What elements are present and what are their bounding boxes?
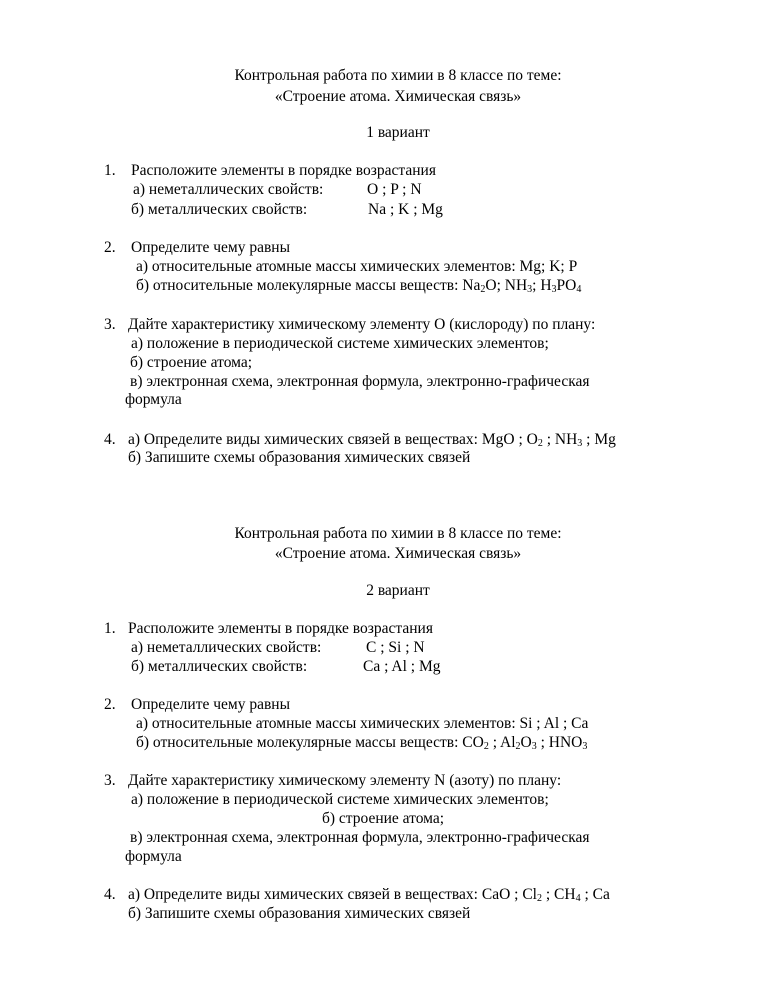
v1-q2-a: а) относительные атомные массы химических элементов: Mg; K; P (136, 258, 578, 275)
v1-q1-number: 1. (104, 162, 116, 179)
v1-q1-a-label: а) неметаллических свойств: (133, 181, 324, 198)
v1-q2-formula-nh3: $NH_3$; (504, 277, 537, 295)
v2-q1-b-label: б) металлических свойств: (131, 658, 308, 675)
v1-q2-b (136, 277, 581, 295)
v1-q3-c: в) электронная схема, электронная формула, электронно-графическая (130, 373, 590, 390)
v2-q3-number: 3. (104, 772, 116, 789)
v2-variant-heading: 2 вариант (366, 582, 430, 599)
v1-title-line1: Контрольная работа по химии в 8 классе по теме: (234, 67, 562, 84)
v2-q3-c-cont: формула (125, 848, 182, 865)
v2-q4-a: а) Определите виды химических связей в веществах: CaO ; $Cl_2$ ; $CH_4$ ; Ca (128, 886, 610, 904)
v1-variant-heading: 1 вариант (366, 124, 430, 141)
v1-q3-number: 3. (104, 316, 116, 333)
v2-title-line1: Контрольная работа по химии в 8 классе по теме: (234, 525, 562, 542)
v1-q1-b-value: Na ; K ; Mg (368, 201, 443, 218)
v1-q2-b-prefix: б) относительные молекулярные массы веществ: (136, 277, 459, 294)
v2-q3-b: б) строение атома; (322, 810, 445, 827)
v2-q2-number: 2. (104, 696, 116, 713)
v1-q4-b: б) Запишите схемы образования химических связей (128, 449, 471, 466)
v2-q3-a: а) положение в периодической системе химических элементов; (131, 791, 549, 808)
v1-q4-a: а) Определите виды химических связей в веществах: MgO ; $O_2$ ; $NH_3$ ; Mg (128, 431, 616, 449)
v2-q3-text: Дайте характеристику химическому элементу N (азоту) по плану: (128, 772, 562, 789)
v1-q2-formula-na2o: $Na_2O$; (462, 277, 501, 295)
v1-q1-b-label: б) металлических свойств: (131, 201, 308, 218)
v1-title-line2: «Строение атома. Химическая связь» (274, 88, 522, 105)
v1-q2-formula-h3po4: $H_3PO_4$ (540, 277, 582, 295)
v2-q1-text: Расположите элементы в порядке возрастания (128, 620, 433, 637)
v1-q3-c-cont: формула (125, 391, 182, 408)
v2-title-line2: «Строение атома. Химическая связь» (274, 545, 522, 562)
v2-q2-b: б) относительные молекулярные массы веществ: $CO_2$ ; $Al_2O_3$ ; $HNO_3$ (136, 734, 588, 752)
v2-q1-a-value: C ; Si ; N (366, 639, 425, 656)
v1-q3-text: Дайте характеристику химическому элементу О (кислороду) по плану: (128, 316, 596, 333)
v2-q2-text: Определите чему равны (131, 696, 291, 713)
v1-q1-a-value: O ; P ; N (367, 181, 422, 198)
v2-q1-a-label: а) неметаллических свойств: (131, 639, 322, 656)
v1-q3-a: а) положение в периодической системе химических элементов; (131, 335, 549, 352)
v1-q1-text: Расположите элементы в порядке возрастания (131, 162, 436, 179)
v1-q4-number: 4. (104, 431, 116, 448)
v2-q4-b: б) Запишите схемы образования химических связей (128, 905, 471, 922)
v2-q2-a: а) относительные атомные массы химических элементов: Si ; Al ; Ca (136, 715, 589, 732)
v2-q1-b-value: Ca ; Al ; Mg (363, 658, 441, 675)
v1-q2-text: Определите чему равны (131, 239, 291, 256)
v1-q2-number: 2. (104, 239, 116, 256)
v2-q3-c: в) электронная схема, электронная формула, электронно-графическая (130, 829, 590, 846)
v2-q1-number: 1. (104, 620, 116, 637)
v2-q4-number: 4. (104, 886, 116, 903)
v1-q3-b: б) строение атома; (130, 354, 253, 371)
